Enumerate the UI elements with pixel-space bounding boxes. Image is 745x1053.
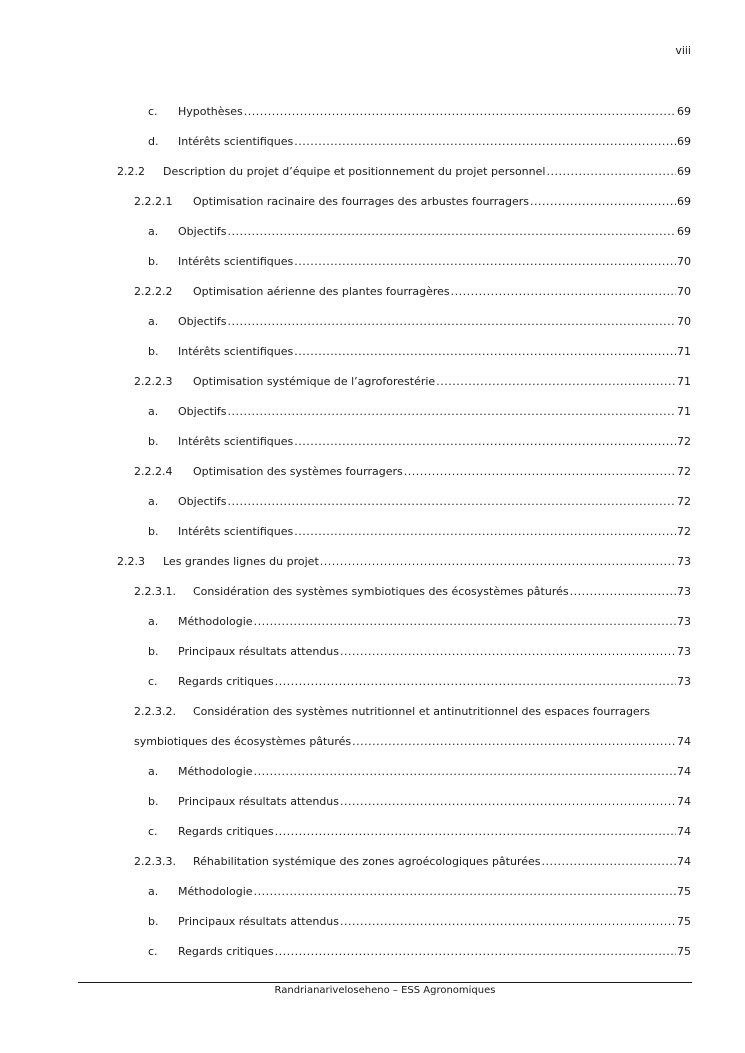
toc-entry-number: c. xyxy=(148,825,158,838)
toc-dot-leader xyxy=(254,884,676,900)
toc-dot-leader xyxy=(340,644,676,660)
toc-entry-page: 73 xyxy=(677,555,691,568)
toc-entry-page: 74 xyxy=(677,765,691,778)
toc-entry[interactable] xyxy=(148,434,691,450)
toc-entry-number: b. xyxy=(148,795,159,808)
toc-entry[interactable] xyxy=(148,134,691,150)
toc-entry-title: Regards critiques xyxy=(178,945,274,958)
toc-dot-leader xyxy=(228,494,677,510)
toc-entry[interactable] xyxy=(148,794,691,810)
toc-dot-leader xyxy=(530,194,676,210)
toc-entry-page: 75 xyxy=(677,945,691,958)
toc-entry-page: 72 xyxy=(677,495,691,508)
toc-entry-number: a. xyxy=(148,885,159,898)
toc-entry[interactable] xyxy=(148,314,691,330)
toc-entry-title: Considération des systèmes symbiotiques des écosystèmes pâturés xyxy=(193,585,569,598)
toc-dot-leader xyxy=(340,914,676,930)
toc-dot-leader xyxy=(320,554,676,570)
toc-dot-leader xyxy=(340,794,676,810)
toc-dot-leader xyxy=(228,314,677,330)
toc-dot-leader xyxy=(244,104,676,120)
toc-entry-title: Optimisation systémique de l’agroforestérie xyxy=(193,375,436,388)
toc-dot-leader xyxy=(228,224,677,240)
toc-entry-number: b. xyxy=(148,255,159,268)
toc-entry[interactable] xyxy=(134,704,691,720)
toc-entry-number: c. xyxy=(148,105,158,118)
page-number: viii xyxy=(675,44,691,57)
toc-entry-number: 2.2.2.4 xyxy=(134,465,173,478)
toc-entry-page: 74 xyxy=(677,855,691,868)
toc-entry[interactable] xyxy=(134,584,691,600)
toc-dot-leader xyxy=(294,254,676,270)
toc-entry-title: Objectifs xyxy=(178,315,227,328)
toc-entry-title: Intérêts scientifiques xyxy=(178,255,294,268)
toc-entry[interactable] xyxy=(117,554,691,570)
toc-dot-leader xyxy=(294,524,676,540)
toc-entry-page: 69 xyxy=(677,225,691,238)
toc-entry-title: Regards critiques xyxy=(178,825,274,838)
toc-entry-page: 75 xyxy=(677,885,691,898)
toc-entry-number: a. xyxy=(148,495,159,508)
toc-entry[interactable] xyxy=(148,254,691,270)
toc-entry-number: b. xyxy=(148,915,159,928)
toc-entry-page: 74 xyxy=(677,735,691,748)
toc-dot-leader xyxy=(254,614,676,630)
toc-entry-title: Principaux résultats attendus xyxy=(178,795,339,808)
toc-entry-number: a. xyxy=(148,405,159,418)
toc-dot-leader xyxy=(228,404,677,420)
toc-dot-leader xyxy=(542,854,677,870)
toc-entry-number: 2.2.2.2 xyxy=(134,285,173,298)
toc-dot-leader xyxy=(294,134,676,150)
toc-entry-number: 2.2.3.1. xyxy=(134,585,176,598)
toc-entry-page: 75 xyxy=(677,915,691,928)
toc-entry-number: 2.2.3 xyxy=(117,555,145,568)
toc-entry-number: 2.2.2 xyxy=(117,165,145,178)
toc-entry[interactable] xyxy=(148,224,691,240)
toc-entry-title: Les grandes lignes du projet xyxy=(163,555,319,568)
toc-dot-leader xyxy=(546,164,676,180)
toc-entry-title: Méthodologie xyxy=(178,765,253,778)
toc-entry[interactable] xyxy=(148,104,691,120)
toc-dot-leader xyxy=(294,344,676,360)
toc-entry[interactable] xyxy=(148,614,691,630)
toc-entry[interactable] xyxy=(148,644,691,660)
toc-entry-page: 73 xyxy=(677,585,691,598)
toc-entry[interactable] xyxy=(148,764,691,780)
toc-entry-page: 73 xyxy=(677,615,691,628)
toc-entry-number: a. xyxy=(148,765,159,778)
toc-entry-title: Principaux résultats attendus xyxy=(178,915,339,928)
toc-entry-number: b. xyxy=(148,645,159,658)
toc-dot-leader xyxy=(275,674,676,690)
toc-entry-title: Méthodologie xyxy=(178,885,253,898)
toc-entry-number: c. xyxy=(148,945,158,958)
toc-entry[interactable] xyxy=(117,164,691,180)
toc-entry-page: 71 xyxy=(677,375,691,388)
toc-entry-page: 70 xyxy=(677,315,691,328)
toc-entry[interactable] xyxy=(134,194,691,210)
toc-entry-page: 74 xyxy=(677,795,691,808)
toc-entry-number: b. xyxy=(148,525,159,538)
toc-entry-page: 74 xyxy=(677,825,691,838)
toc-entry[interactable] xyxy=(148,404,691,420)
toc-entry-title: Considération des systèmes nutritionnel et antinutritionnel des espaces fourragers xyxy=(193,705,650,718)
toc-entry-number: a. xyxy=(148,615,159,628)
toc-entry-page: 71 xyxy=(677,345,691,358)
toc-entry[interactable] xyxy=(134,734,691,750)
toc-entry-title: Optimisation des systèmes fourragers xyxy=(193,465,403,478)
toc-entry-title: Regards critiques xyxy=(178,675,274,688)
toc-entry-page: 70 xyxy=(677,285,691,298)
toc-entry-page: 73 xyxy=(677,675,691,688)
toc-entry-title: Intérêts scientifiques xyxy=(178,525,294,538)
toc-entry-page: 69 xyxy=(677,195,691,208)
toc-entry-number: 2.2.2.1 xyxy=(134,195,173,208)
toc-entry[interactable] xyxy=(148,674,691,690)
toc-dot-leader xyxy=(254,764,676,780)
toc-entry[interactable] xyxy=(148,524,691,540)
toc-entry-title: Réhabilitation systémique des zones agroécologiques pâturées xyxy=(193,855,541,868)
toc-entry-page: 71 xyxy=(677,405,691,418)
toc-entry[interactable] xyxy=(148,884,691,900)
toc-entry-page: 72 xyxy=(677,465,691,478)
toc-entry-title: Intérêts scientifiques xyxy=(178,345,294,358)
toc-entry-page: 73 xyxy=(677,645,691,658)
toc-entry[interactable] xyxy=(134,284,691,300)
toc-entry-number: c. xyxy=(148,675,158,688)
toc-entry-title: Principaux résultats attendus xyxy=(178,645,339,658)
toc-entry-page: 69 xyxy=(677,135,691,148)
toc-entry-number: 2.2.2.3 xyxy=(134,375,173,388)
toc-entry-title: Optimisation racinaire des fourrages des arbustes fourragers xyxy=(193,195,530,208)
toc-entry[interactable] xyxy=(148,944,691,960)
toc-dot-leader xyxy=(404,464,676,480)
toc-entry[interactable] xyxy=(148,824,691,840)
toc-entry-number: 2.2.3.2. xyxy=(134,705,176,718)
toc-entry-number: a. xyxy=(148,315,159,328)
toc-entry-page: 69 xyxy=(677,105,691,118)
toc-dot-leader xyxy=(352,734,676,750)
toc-entry-title: Intérêts scientifiques xyxy=(178,135,294,148)
toc-entry-title: Hypothèses xyxy=(178,105,243,118)
toc-entry[interactable] xyxy=(148,494,691,510)
toc-entry-title: symbiotiques des écosystèmes pâturés xyxy=(134,735,352,748)
toc-dot-leader xyxy=(436,374,676,390)
toc-entry-number: 2.2.3.3. xyxy=(134,855,176,868)
toc-dot-leader xyxy=(570,584,676,600)
toc-entry-title: Description du projet d’équipe et positionnement du projet personnel xyxy=(163,165,546,178)
toc-entry[interactable] xyxy=(148,914,691,930)
toc-entry-number: a. xyxy=(148,225,159,238)
toc-dot-leader xyxy=(451,284,676,300)
toc-entry[interactable] xyxy=(134,374,691,390)
toc-entry-number: b. xyxy=(148,345,159,358)
toc-dot-leader xyxy=(275,944,676,960)
toc-entry[interactable] xyxy=(148,344,691,360)
toc-entry[interactable] xyxy=(134,854,691,870)
toc-entry-page: 72 xyxy=(677,435,691,448)
toc-entry-title: Optimisation aérienne des plantes fourragères xyxy=(193,285,450,298)
footer-text: Randrianariveloseheno – ESS Agronomiques xyxy=(274,985,496,996)
toc-dot-leader xyxy=(275,824,676,840)
footer-rule xyxy=(78,982,692,983)
toc-entry-title: Objectifs xyxy=(178,495,227,508)
toc-entry-title: Objectifs xyxy=(178,225,227,238)
toc-entry-title: Intérêts scientifiques xyxy=(178,435,294,448)
toc-entry-page: 70 xyxy=(677,255,691,268)
toc-dot-leader xyxy=(294,434,676,450)
toc-entry-page: 69 xyxy=(677,165,691,178)
toc-entry-number: b. xyxy=(148,435,159,448)
toc-entry-page: 72 xyxy=(677,525,691,538)
toc-entry[interactable] xyxy=(134,464,691,480)
toc-entry-number: d. xyxy=(148,135,159,148)
toc-entry-title: Méthodologie xyxy=(178,615,253,628)
toc-entry-title: Objectifs xyxy=(178,405,227,418)
